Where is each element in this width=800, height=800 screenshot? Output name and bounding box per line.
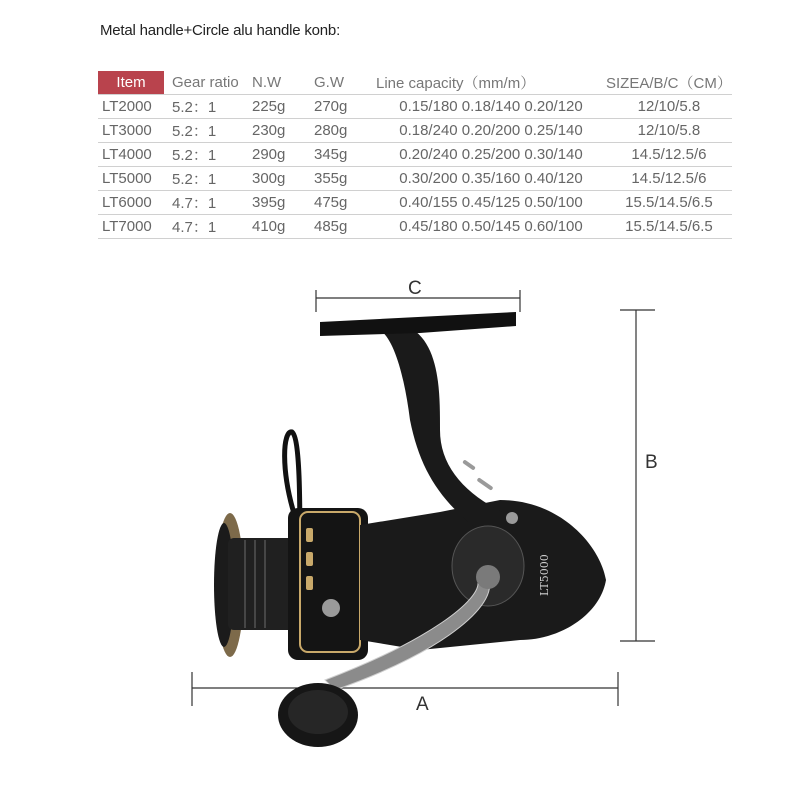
- cell-size: 14.5/12.5/6: [606, 143, 732, 167]
- cell-item: LT6000: [98, 191, 164, 215]
- cell-item: LT3000: [98, 119, 164, 143]
- cell-size: 12/10/5.8: [606, 119, 732, 143]
- cell-line: 0.18/240 0.20/200 0.25/140: [376, 119, 606, 143]
- reel-foot: [320, 312, 516, 336]
- cell-gw: 345g: [314, 143, 376, 167]
- cell-line: 0.45/180 0.50/145 0.60/100: [376, 215, 606, 239]
- cell-nw: 290g: [248, 143, 314, 167]
- cell-gear: 5.2：1: [164, 119, 248, 143]
- dimension-a-line: [192, 672, 618, 706]
- cell-gear: 4.7：1: [164, 191, 248, 215]
- rotor-slots: [306, 528, 313, 590]
- cell-gear: 5.2：1: [164, 143, 248, 167]
- dimension-b-line: [620, 310, 655, 641]
- reel-stem: [380, 325, 520, 530]
- header-gw: G.W: [314, 74, 344, 91]
- cell-size: 15.5/14.5/6.5: [606, 215, 732, 239]
- cell-gw: 280g: [314, 119, 376, 143]
- cell-line: 0.30/200 0.35/160 0.40/120: [376, 167, 606, 191]
- dimension-c-label: C: [408, 278, 422, 299]
- header-item: Item: [98, 71, 164, 95]
- dimension-a-label: A: [416, 694, 429, 715]
- cell-item: LT2000: [98, 95, 164, 119]
- header-nw: N.W: [252, 74, 282, 91]
- header-gear-ratio: Gear ratio: [172, 74, 239, 91]
- cell-line: 0.20/240 0.25/200 0.30/140: [376, 143, 606, 167]
- screw-icon: [506, 512, 518, 524]
- cell-item: LT7000: [98, 215, 164, 239]
- spool: [228, 538, 298, 630]
- cell-line: 0.15/180 0.18/140 0.20/120: [376, 95, 606, 119]
- cell-size: 14.5/12.5/6: [606, 167, 732, 191]
- cell-gw: 485g: [314, 215, 376, 239]
- cell-gear: 4.7：1: [164, 215, 248, 239]
- handle-knob-top: [288, 690, 348, 734]
- cell-gw: 270g: [314, 95, 376, 119]
- dimension-b-label: B: [645, 452, 658, 473]
- reel-model-label: LT5000: [538, 554, 551, 596]
- cell-nw: 225g: [248, 95, 314, 119]
- cell-gw: 475g: [314, 191, 376, 215]
- cell-nw: 300g: [248, 167, 314, 191]
- cell-item: LT5000: [98, 167, 164, 191]
- cell-line: 0.40/155 0.45/125 0.50/100: [376, 191, 606, 215]
- cell-nw: 410g: [248, 215, 314, 239]
- cell-gear: 5.2：1: [164, 95, 248, 119]
- header-size: SIZEA/B/C（CM）: [606, 75, 732, 92]
- cell-size: 12/10/5.8: [606, 95, 732, 119]
- cell-gw: 355g: [314, 167, 376, 191]
- cell-item: LT4000: [98, 143, 164, 167]
- handle-hub: [476, 565, 500, 589]
- cell-gear: 5.2：1: [164, 167, 248, 191]
- cell-nw: 230g: [248, 119, 314, 143]
- cell-nw: 395g: [248, 191, 314, 215]
- body-screw-icon: [322, 599, 340, 617]
- cell-size: 15.5/14.5/6.5: [606, 191, 732, 215]
- header-line-capacity: Line capacity（mm/m）: [376, 75, 536, 92]
- stem-slots: [462, 459, 493, 490]
- spec-heading: Metal handle+Circle alu handle konb:: [100, 22, 341, 39]
